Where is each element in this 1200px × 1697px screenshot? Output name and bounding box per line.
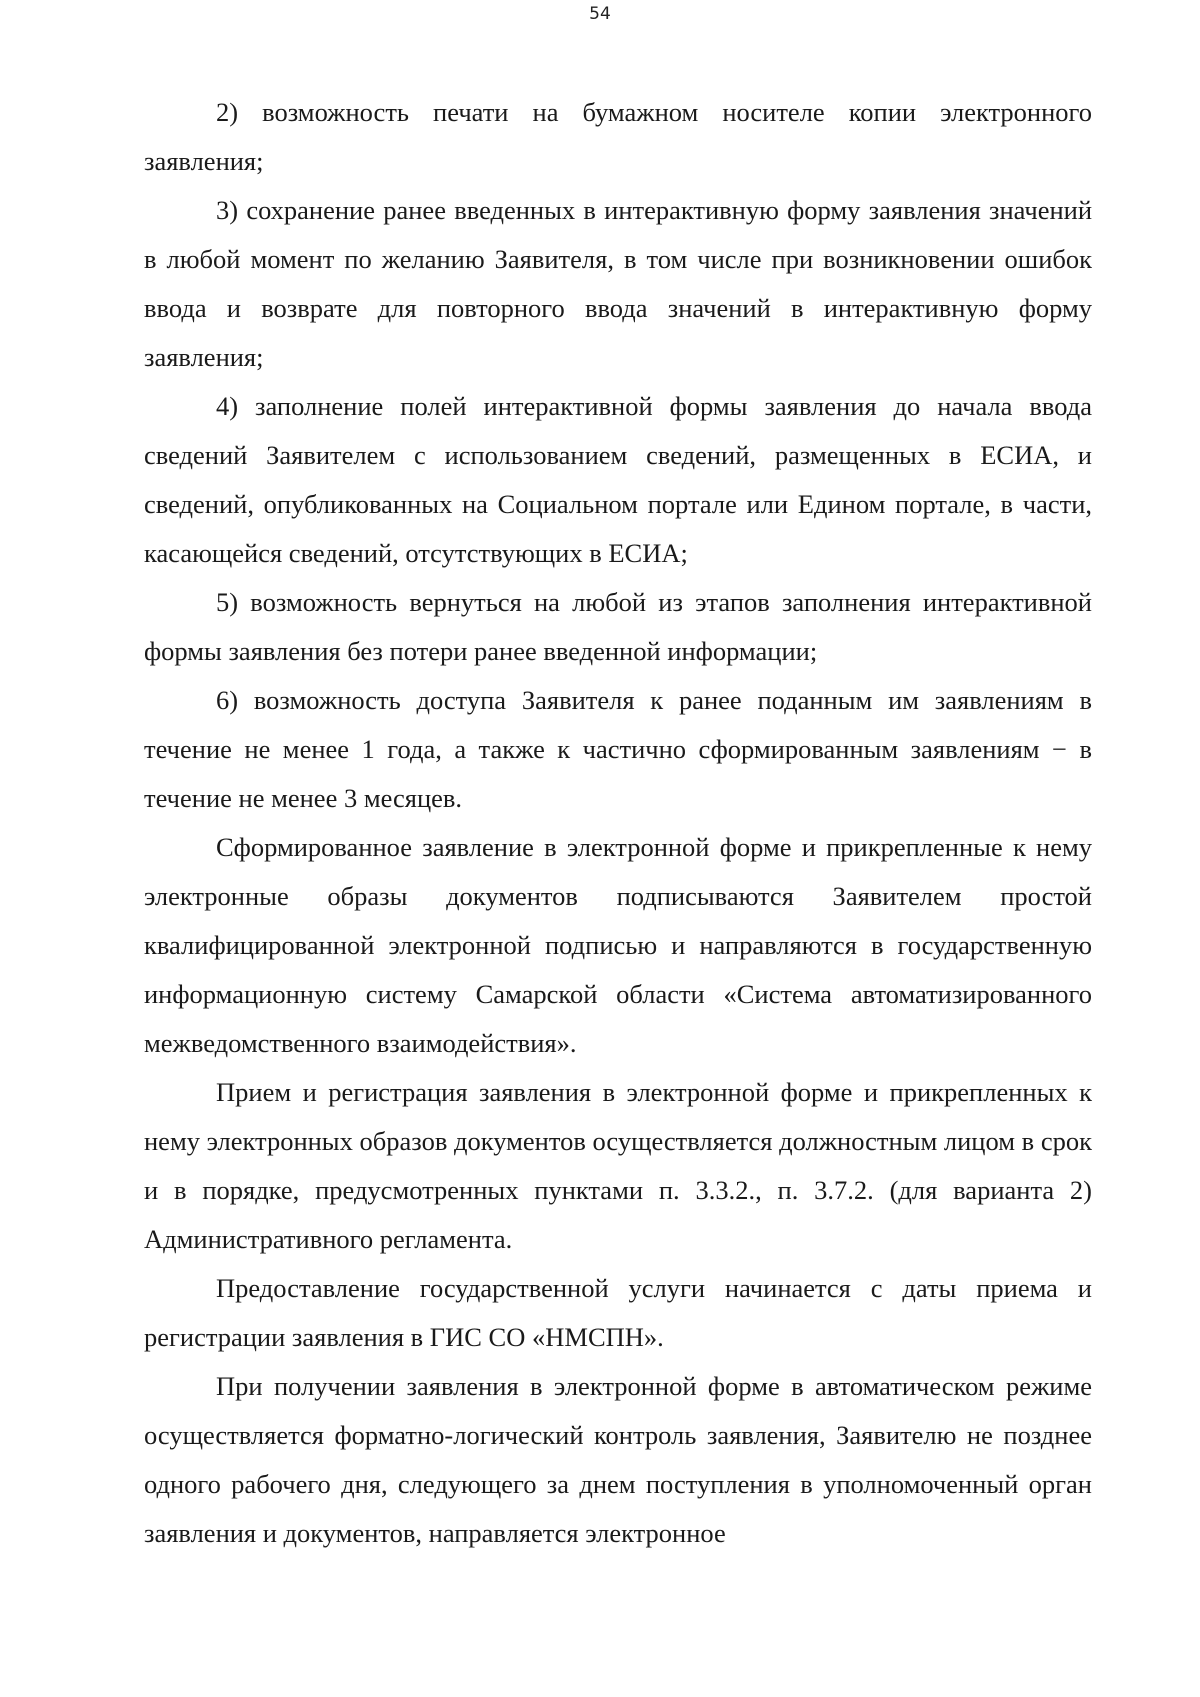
paragraph-signing: Сформированное заявление в электронной форме и прикрепленные к нему электронные образы документов подписываются Заявителем простой квалифицированной электронной подписью и направляются в государственную информационную систему Самарской области «Система автоматизированного межведомственного взаимодействия». xyxy=(144,832,1092,1058)
paragraph-item-3: 3) сохранение ранее введенных в интерактивную форму заявления значений в любой момент по желанию Заявителя, в том числе при возникновении ошибок ввода и возврате для повторного ввода значений в интерактивную форму заявления; xyxy=(144,195,1092,372)
paragraph-service-start: Предоставление государственной услуги начинается с даты приема и регистрации заявления в ГИС СО «НМСПН». xyxy=(144,1273,1092,1352)
paragraph-item-4: 4) заполнение полей интерактивной формы заявления до начала ввода сведений Заявителем с использованием сведений, размещенных в ЕСИА, и сведений, опубликованных на Социальном портале или Едином портале, в части, касающейся сведений, отсутствующих в ЕСИА; xyxy=(144,391,1092,568)
paragraph-registration: Прием и регистрация заявления в электронной форме и прикрепленных к нему электронных образов документов осуществляется должностным лицом в срок и в порядке, предусмотренных пунктами п. 3.3.2., п. 3.7.2. (для варианта 2) Административного регламента. xyxy=(144,1077,1092,1254)
paragraph-item-6: 6) возможность доступа Заявителя к ранее поданным им заявлениям в течение не менее 1 года, а также к частично сформированным заявлениям − в течение не менее 3 месяцев. xyxy=(144,685,1092,813)
page-number: 54 xyxy=(589,4,611,24)
paragraph-item-5: 5) возможность вернуться на любой из этапов заполнения интерактивной формы заявления без потери ранее введенной информации; xyxy=(144,587,1092,666)
paragraph-format-control: При получении заявления в электронной форме в автоматическом режиме осуществляется форматно-логический контроль заявления, Заявителю не позднее одного рабочего дня, следующего за днем поступления в уполномоченный орган заявления и документов, направляется электронное xyxy=(144,1371,1092,1548)
document-body xyxy=(144,88,1092,1558)
paragraph-item-2: 2) возможность печати на бумажном носителе копии электронного заявления; xyxy=(144,97,1092,176)
